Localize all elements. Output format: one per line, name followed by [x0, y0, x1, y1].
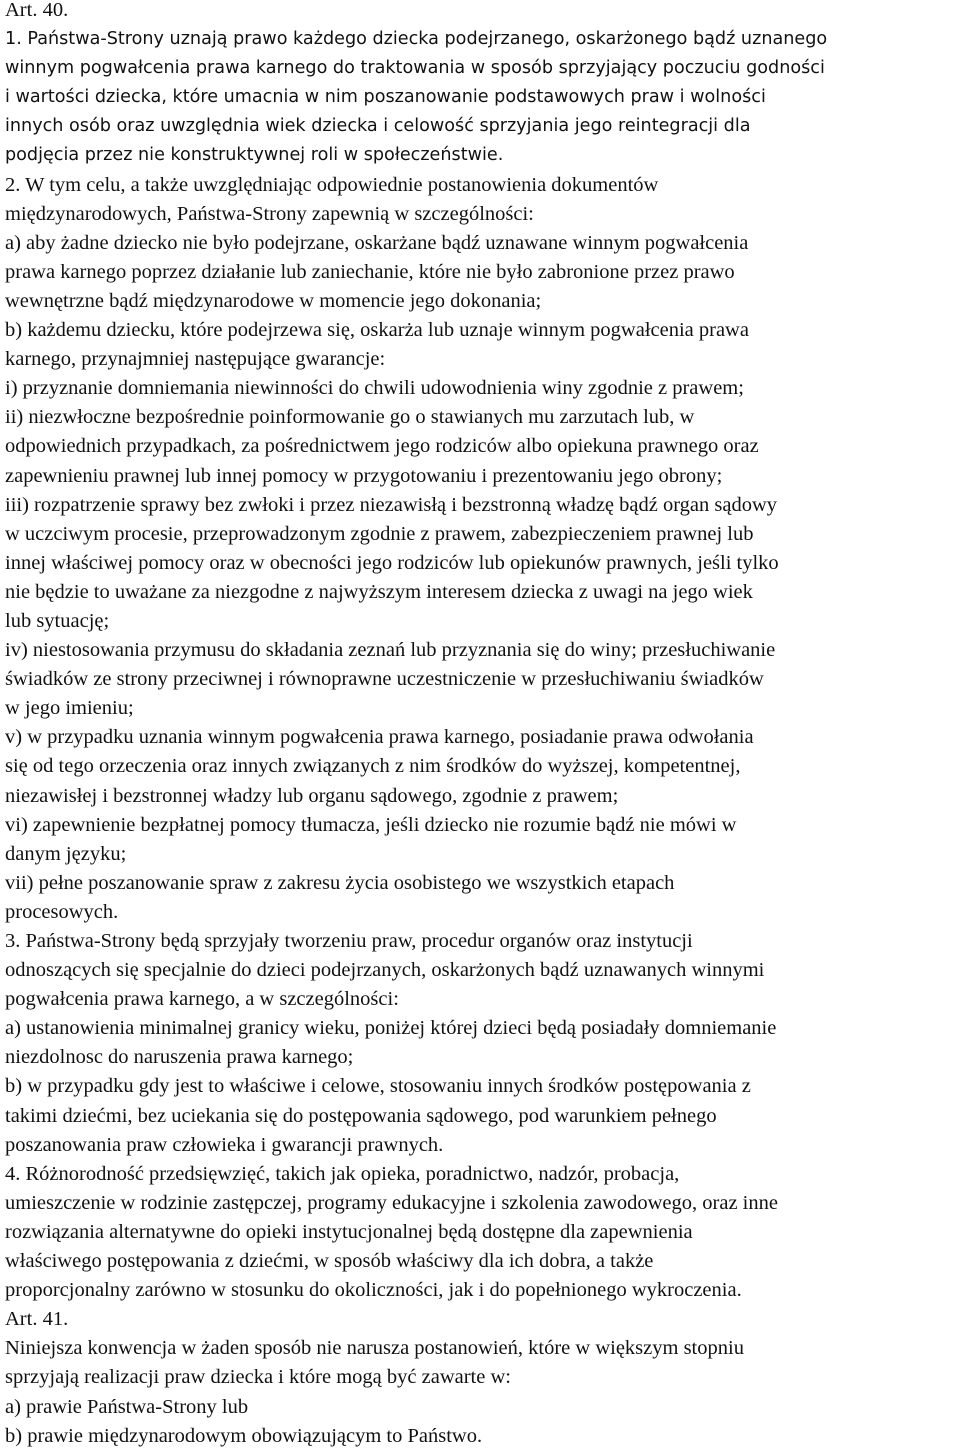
text-line: takimi dziećmi, bez uciekania się do postępowania sądowego, pod warunkiem pełnego	[5, 1104, 717, 1127]
text-line: lub sytuację;	[5, 609, 110, 632]
article-40-heading: Art. 40.	[5, 0, 69, 21]
text-line: rozwiązania alternatywne do opieki instytucjonalnej będą dostępne dla zapewnienia	[5, 1220, 693, 1243]
text-line: ii) niezwłoczne bezpośrednie poinformowanie go o stawianych mu zarzutach lub, w	[5, 406, 695, 429]
text-line: świadków ze strony przeciwnej i równoprawne uczestniczenie w przesłuchiwaniu świadków	[5, 668, 764, 691]
document-body	[5, 0, 957, 1451]
text-line: w uczciwym procesie, przeprowadzonym zgodnie z prawem, zabezpieczeniem prawnej lub	[5, 522, 754, 545]
text-line: danym języku;	[5, 842, 127, 865]
text-line: iii) rozpatrzenie sprawy bez zwłoki i przez niezawisłą i bezstronną władzę bądź organ sądowy	[5, 493, 778, 516]
text-line: innej właściwej pomocy oraz w obecności jego rodziców lub opiekunów prawnych, jeśli tylko	[5, 551, 779, 574]
text-line: 4. Różnorodność przedsięwzięć, takich jak opieka, poradnictwo, nadzór, probacja,	[5, 1162, 680, 1185]
text-line: i wartości dziecka, które umacnia w nim poszanowanie podstawowych praw i wolności	[5, 87, 766, 108]
text-line: b) w przypadku gdy jest to właściwe i celowe, stosowaniu innych środków postępowania z	[5, 1075, 751, 1098]
text-line: karnego, przynajmniej następujące gwarancje:	[5, 348, 386, 371]
text-line: Niniejsza konwencja w żaden sposób nie narusza postanowień, które w większym stopniu	[5, 1337, 744, 1360]
text-line: wewnętrzne bądź międzynarodowe w momencie jego dokonania;	[5, 289, 542, 312]
text-line: nie będzie to uważane za niezgodne z najwyższym interesem dziecka z uwagi na jego wiek	[5, 580, 753, 603]
text-line: b) każdemu dziecku, które podejrzewa się, oskarża lub uznaje winnym pogwałcenia prawa	[5, 319, 749, 342]
text-line: iv) niestosowania przymusu do składania zeznań lub przyznania się do winy; przesłuchiwanie	[5, 639, 776, 662]
text-line: właściwego postępowania z dziećmi, w sposób właściwy dla ich dobra, a także	[5, 1250, 654, 1273]
text-line: a) ustanowienia minimalnej granicy wieku, poniżej której dzieci będą posiadały domniemanie	[5, 1017, 777, 1040]
text-line: odpowiednich przypadkach, za pośrednictwem jego rodziców albo opiekuna prawnego oraz	[5, 435, 759, 458]
text-line: winnym pogwałcenia prawa karnego do traktowania w sposób sprzyjający poczuciu godności	[5, 58, 825, 79]
text-line: vi) zapewnienie bezpłatnej pomocy tłumacza, jeśli dziecko nie rozumie bądź nie mówi w	[5, 813, 737, 836]
text-line: podjęcia przez nie konstruktywnej roli w społeczeństwie.	[5, 145, 504, 166]
text-line: odnoszących się specjalnie do dzieci podejrzanych, oskarżonych bądź uznawanych winnymi	[5, 959, 765, 982]
text-line: poszanowania praw człowieka i gwarancji prawnych.	[5, 1133, 444, 1156]
text-line: umieszczenie w rodzinie zastępczej, programy edukacyjne i szkolenia zawodowego, oraz inne	[5, 1191, 778, 1214]
text-line: pogwałcenia prawa karnego, a w szczególności:	[5, 988, 399, 1011]
text-line: niezdolnosc do naruszenia prawa karnego;	[5, 1046, 354, 1069]
text-line: b) prawie międzynarodowym obowiązującym to Państwo.	[5, 1424, 483, 1447]
text-line: proporcjonalny zarówno w stosunku do okoliczności, jak i do popełnionego wykroczenia.	[5, 1279, 742, 1302]
text-line: sprzyjają realizacji praw dziecka i które mogą być zawarte w:	[5, 1366, 511, 1389]
text-line: międzynarodowych, Państwa-Strony zapewnią w szczególności:	[5, 202, 534, 225]
text-line: 3. Państwa-Strony będą sprzyjały tworzeniu praw, procedur organów oraz instytucji	[5, 930, 693, 952]
text-line: prawa karnego poprzez działanie lub zaniechanie, które nie było zabronione przez prawo	[5, 260, 735, 283]
text-line: 1. Państwa-Strony uznają prawo każdego dziecka podejrzanego, oskarżonego bądź uznanego	[5, 29, 828, 50]
text-line: innych osób oraz uwzględnia wiek dziecka i celowość sprzyjania jego reintegracji dla	[5, 116, 751, 137]
text-line: v) w przypadku uznania winnym pogwałcenia prawa karnego, posiadanie prawa odwołania	[5, 726, 754, 749]
text-line: się od tego orzeczenia oraz innych związanych z nim środków do wyższej, kompetentnej,	[5, 755, 741, 778]
text-line: w jego imieniu;	[5, 697, 134, 720]
text-line: 2. W tym celu, a także uwzględniając odpowiednie postanowienia dokumentów	[5, 173, 659, 196]
text-line: a) aby żadne dziecko nie było podejrzane, oskarżane bądź uznawane winnym pogwałcenia	[5, 231, 749, 254]
text-line: procesowych.	[5, 900, 119, 923]
article-41-heading: Art. 41.	[5, 1308, 69, 1331]
text-line: i) przyznanie domniemania niewinności do chwili udowodnienia winy zgodnie z prawem;	[5, 377, 744, 400]
text-line: a) prawie Państwa-Strony lub	[5, 1395, 249, 1418]
text-line: zapewnieniu prawnej lub innej pomocy w przygotowaniu i prezentowaniu jego obrony;	[5, 464, 723, 487]
text-line: niezawisłej i bezstronnej władzy lub organu sądowego, zgodnie z prawem;	[5, 784, 619, 807]
text-line: vii) pełne poszanowanie spraw z zakresu życia osobistego we wszystkich etapach	[5, 871, 675, 894]
